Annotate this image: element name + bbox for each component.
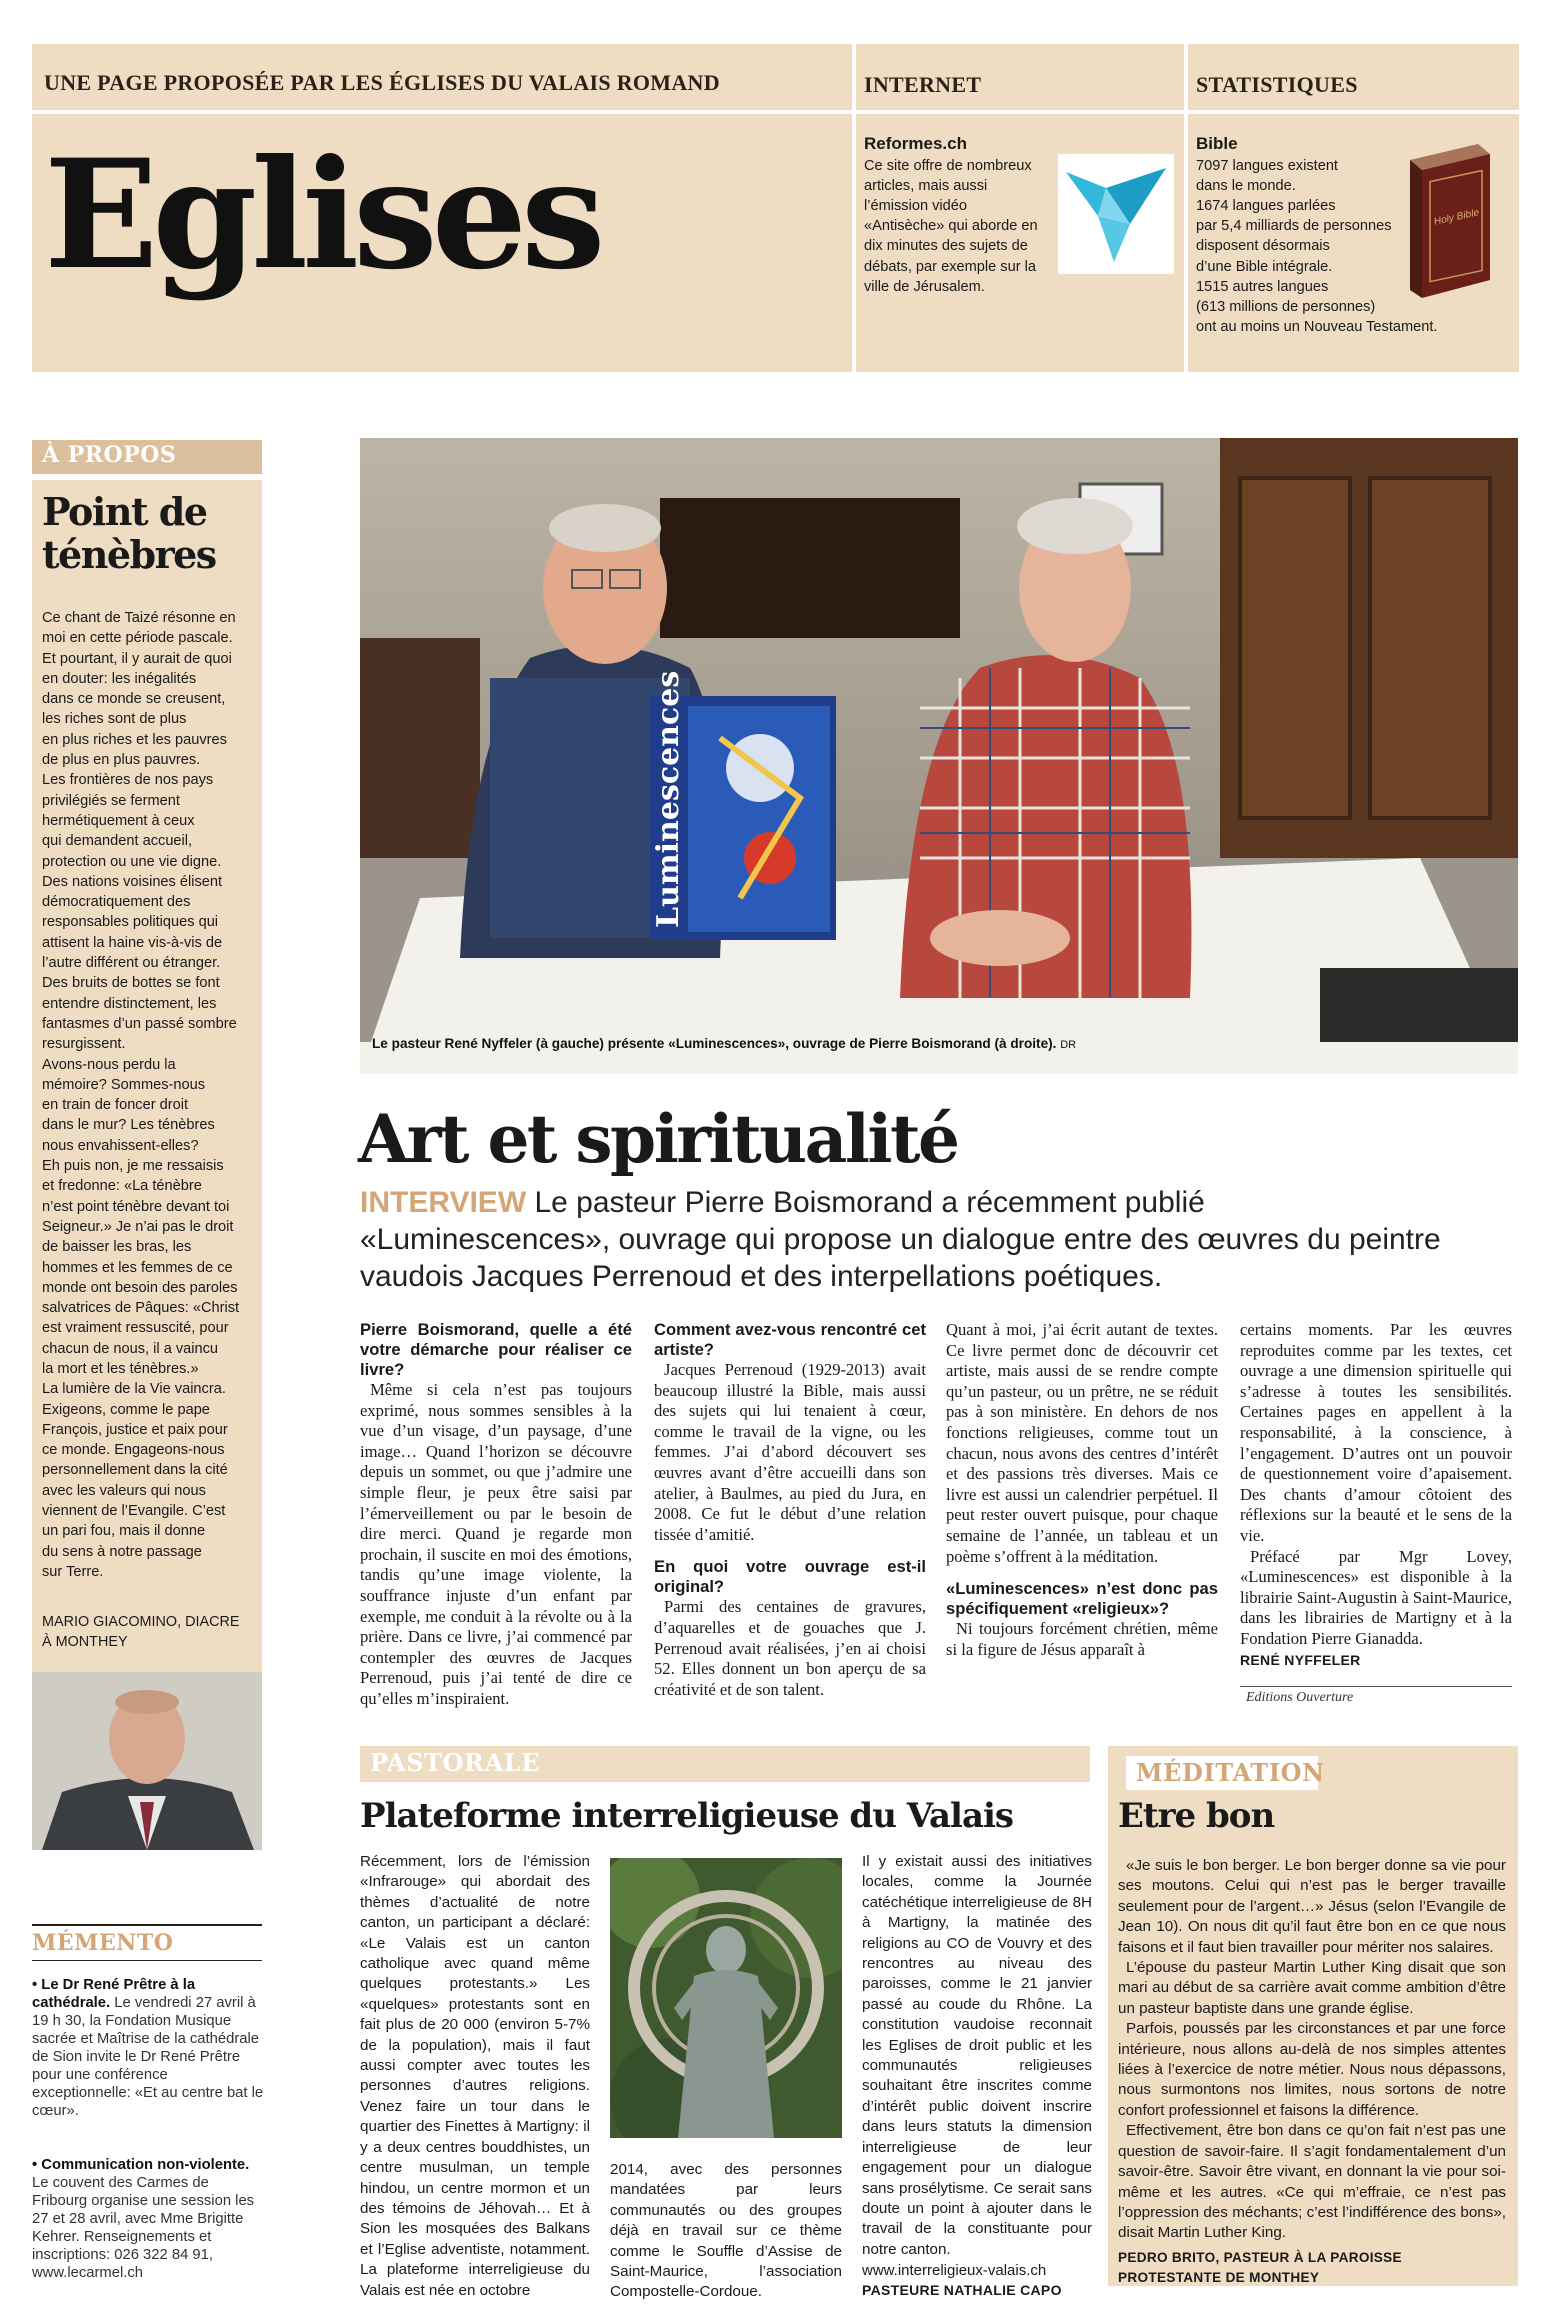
stats-line: 7097 langues existent	[1196, 157, 1338, 174]
header-tagline: UNE PAGE PROPOSÉE PAR LES ÉGLISES DU VALAIS ROMAND	[44, 70, 720, 95]
article-intro-text: Le pasteur Pierre Boismorand a récemment publié «Luminescences», ouvrage qui propose un dialogue entre des œuvres du peintre vaudois Jacques Perrenoud et des interpellations poétiques.	[360, 1186, 1441, 1293]
internet-site-name[interactable]: Reformes.ch	[864, 134, 967, 153]
stats-line: (613 millions de personnes)	[1196, 298, 1376, 315]
article-author: RENÉ NYFFELER	[1240, 1651, 1361, 1668]
internet-text: Ce site offre de nombreux articles, mais aussi l’émission vidéo «Antisèche» qui aborde en dix minutes des sujets de débats, par exemple sur la ville de Jérusalem.	[864, 157, 1038, 295]
photo-caption	[372, 1036, 1076, 1051]
author-portrait-illustration	[32, 1672, 262, 1850]
article-question: «Luminescences» n’est donc pas spécifiquement «religieux»?	[946, 1579, 1218, 1619]
memento-item-2-text: Le couvent des Carmes de Fribourg organise une session les 27 et 28 avril, avec Mme Brigitte Kehrer. Renseignements et inscriptions: 026 322 84 91, www.lecarmel.ch	[32, 2175, 255, 2281]
article-col-3	[946, 1320, 1218, 1660]
article-headline: Art et spiritualité	[358, 1100, 958, 1178]
pastorale-col-1: Récemment, lors de l’émission «Infrarouge» qui abordait des thèmes d’actualité de notre canton, un participant a déclaré: «Le Valais est un canton catholique avec quand même quelques protestants.» Les «quelques» protestants sont en fait plus de 20 000 (environ 5-7% de la population), mais il faut aussi compter avec toutes les personnes d’autres religions. Venez faire un tour dans le quartier des Finettes à Martigny: il y a deux centres bouddhistes, un centre musulman, un temple hindou, un centre mormon et un des témoins de Jéhovah… Et à Sion les mosquées des Balkans et l’Eglise adventiste, notamment. La plateforme interreligieuse du Valais est née en octobre	[360, 1853, 590, 2299]
pastorale-col-2: 2014, avec des personnes mandatées par leurs communautés ou des groupes déjà en travail sur ce thème comme le Souffle d’Assise de Saint-Maurice, l’association Compostelle-Cordoue.	[610, 2161, 842, 2301]
stats-line: d’une Bible intégrale.	[1196, 258, 1333, 275]
stats-line: ont au moins un Nouveau Testament.	[1196, 319, 1438, 336]
saint-statue-illustration	[610, 1858, 842, 2138]
interview-photo-illustration	[360, 438, 1518, 1074]
meditation-paragraph: Parfois, poussés par les circonstances et par une force intérieure, nous allons au-delà de nos simples attentes liées à l’exercice de notre métier. Nous nous dépassons, nous surmontons nos limites, nous sortons de notre confort professionnel et faisons la différence.	[1118, 2020, 1506, 2119]
memento-item-2-title: • Communication non-violente.	[32, 2157, 250, 2173]
memento-rule	[32, 1924, 262, 1926]
publisher-rule	[1240, 1686, 1512, 1687]
article-col-2	[654, 1320, 926, 1700]
article-question: Comment avez-vous rencontré cet artiste?	[654, 1320, 926, 1359]
header-divider-horizontal	[32, 110, 1519, 114]
meditation-author: PEDRO BRITO, PASTEUR À LA PAROISSE PROTESTANTE DE MONTHEY	[1118, 2249, 1402, 2286]
meditation-paragraph: «Je suis le bon berger. Le bon berger donne sa vie pour ses moutons. Celui qui n’est pas le berger travaille seulement pour de l’argent…» Jésus (selon l’Evangile de Jean 10). On nous dit qu’il faut être bon en ce que nous faisons et il faut bien travailler pour mériter nos salaires.	[1118, 1857, 1506, 1956]
stats-line: dans le monde.	[1196, 177, 1296, 194]
publisher-name: Editions Ouverture	[1246, 1690, 1354, 1705]
masthead-title: Eglises	[44, 127, 600, 303]
article-answer: Quant à moi, j’ai écrit autant de textes. Ce livre permet donc de découvrir cet artiste, mais aussi de se rendre compte qu’un pasteur, ou un prêtre, ne se réduit pas à son ministère. En dehors de nos fonctions religieuses, comme tout un chacun, nous avons des centres d’intérêt et des passions très diverses. Mais ce livre est aussi un calendrier perpétuel. Il peut rester ouvert puisque, pour chaque semaine de l’année, un tableau et un poème s’offrent à la méditation.	[946, 1320, 1218, 1566]
pastorale-photo	[610, 1858, 842, 2138]
bible-book-image	[1400, 140, 1496, 300]
memento-item-1-text: Le vendredi 27 avril à 19 h 30, la Fondation Musique sacrée et Maîtrise de la cathédrale de Sion invite le Dr René Prêtre pour une conférence exceptionnelle: «Et au centre bat le cœur».	[32, 1995, 264, 2119]
apropos-title: Point de ténèbres	[42, 489, 216, 577]
pastorale-author: PASTEURE NATHALIE CAPO	[862, 2282, 1062, 2298]
pastorale-tag: PASTORALE	[370, 1748, 541, 1777]
article-intro-tag: INTERVIEW	[360, 1186, 527, 1219]
article-question: En quoi votre ouvrage est-il original?	[654, 1557, 926, 1597]
article-answer: Jacques Perrenoud (1929-2013) avait beaucoup illustré la Bible, mais aussi des sujets qui lui tenaient à cœur, comme le travail de la vigne, ou les femmes. J’ai d’abord découvert ses œuvres avant d’être accueilli dans son atelier, à Baulmes, au pied du Jura, en 2008. Ce fut le début d’une relation tissée d’amitié.	[654, 1360, 926, 1544]
article-answer: Préfacé par Mgr Lovey, «Luminescences» est disponible à la librairie Saint-Augustin à Saint-Maurice, dans les librairies de Martigny et à la Fondation Pierre Gianadda.	[1240, 1546, 1512, 1648]
header-divider-v1	[852, 44, 856, 372]
author-portrait	[32, 1672, 262, 1850]
memento-item-1-title: • Le Dr René Prêtre à la cathédrale.	[32, 1977, 196, 2011]
stats-line: 1515 autres langues	[1196, 278, 1329, 295]
internet-block	[864, 134, 1048, 297]
stats-line: disposent désormais	[1196, 238, 1330, 255]
memento-item-1	[32, 1976, 264, 2120]
meditation-paragraph: Effectivement, être bon dans ce qu’on fait n’est pas une question de savoir-faire. Il s’agit fondamentalement d’un savoir-être. Savoir être vivant, en donnant la vie pour soi-même et les autres. «Ce qui m’effraie, ce n’est pas l’oppression des méchants; c’est l’indifférence des bons», disait Martin Luther King.	[1118, 2122, 1506, 2242]
article-col-4	[1240, 1320, 1512, 1670]
pastorale-title: Plateforme interreligieuse du Valais	[360, 1796, 1014, 1836]
pastorale-col-3: Il y existait aussi des initiatives locales, comme la Journée catéchétique interreligieuse de 8H à Martigny, la matinée des religions au CO de Vouvry et des rencontres au niveau des paroisses, comme le 21 janvier passé au coude du Rhône. La constitution vaudoise reconnait les Eglises de droit public et les communautés religieuses souhaitant être inscrites comme d’intérêt public doivent inscrire dans leurs statuts la dimension interreligieuse de leur engagement pour un dialogue sans prosélytisme. Ce serait sans doute un point à ajouter dans le travail de la constituante pour notre canton.	[862, 1853, 1092, 2258]
reformes-logo	[1058, 154, 1174, 274]
book-cover-title: Luminescences	[651, 670, 686, 928]
origami-bird-icon	[1058, 154, 1174, 274]
stats-line: par 5,4 milliards de personnes	[1196, 218, 1392, 235]
memento-rule-bottom	[32, 1960, 262, 1961]
article-answer: certains moments. Par les œuvres reproduites comme par les textes, cet ouvrage a une dimension spirituelle qui s’adresse à toutes les sensibilités. Certaines pages en appellent à la responsabilité, à la conscience, à l’engagement. D’autres ont un pouvoir de questionnement voire d’apaisement. Des chants d’amour côtoient des réflexions sur la beauté et le sens de la vie.	[1240, 1320, 1512, 1545]
meditation-body	[1118, 1856, 1506, 2289]
meditation-paragraph: L’épouse du pasteur Martin Luther King disait que son mari au début de sa carrière avait comme ambition d’être un pasteur baptiste dans une grande église.	[1118, 1959, 1506, 2017]
internet-label: INTERNET	[864, 72, 982, 97]
article-answer: Parmi des centaines de gravures, d’aquarelles et de gouaches que J. Perrenoud avait réalisées, j’en ai choisi 52. Elles donnent un bon aperçu de sa créativité et de son talent.	[654, 1597, 926, 1699]
article-question: Pierre Boismorand, quelle a été votre démarche pour réaliser ce livre?	[360, 1320, 632, 1379]
memento-title: MÉMENTO	[32, 1930, 174, 1956]
photo-credit: DR	[1060, 1039, 1077, 1051]
stats-line: 1674 langues parlées	[1196, 197, 1336, 214]
apropos-body: Ce chant de Taizé résonne en moi en cette période pascale. Et pourtant, il y aurait de quoi en douter: les inégalités dans ce monde se creusent, les riches sont de plus en plus riches et les pauvres de plus en plus pauvres. Les frontières de nos pays privilégiés se ferment hermétiquement à ceux qui demandent accueil, protection ou une vie digne. Des nations voisines élisent démocratiquement des responsables politiques qui attisent la haine vis-à-vis de l’autre différent ou étranger. Des bruits de bottes se font entendre distinctement, les fantasmes d’un passé sombre resurgissent. Avons-nous perdu la mémoire? Sommes-nous en train de foncer droit dans le mur? Les ténèbres nous envahissent-elles? Eh puis non, je me ressaisis et fredonne: «La ténèbre n’est point ténèbre devant toi Seigneur.» Je n’ai pas le droit de baisser les bras, les hommes et les femmes de ce monde ont besoin des paroles salvatrices de Pâques: «Christ est vraiment ressuscité, pour chacun de nous, il a vaincu la mort et les ténèbres.» La lumière de la Vie vaincra. Exigeons, comme le pape François, justice et paix pour ce monde. Engageons-nous personnellement dans la cité avec les valeurs qui nous viennent de l’Evangile. C’est un pari fou, mais il donne du sens à notre passage sur Terre.	[42, 610, 240, 1580]
main-photo	[360, 438, 1518, 1074]
bible-book-title: Holy Bible	[1434, 207, 1480, 228]
article-answer: Ni toujours forcément chrétien, même si la figure de Jésus apparaît à	[946, 1619, 1218, 1659]
article-intro	[360, 1184, 1460, 1295]
apropos-kicker: À PROPOS	[42, 442, 177, 468]
meditation-title: Etre bon	[1118, 1796, 1275, 1836]
meditation-tag: MÉDITATION	[1136, 1758, 1325, 1787]
stats-label: STATISTIQUES	[1196, 72, 1358, 97]
article-answer: Même si cela n’est pas toujours exprimé, nous sommes sensibles à la vue d’un visage, d’un paysage, d’une image… Quand l’horizon se découvre depuis un sommet, ou que j’admire une simple fleur, je peux être saisi par l’émerveillement ou par le besoin de dire merci. Quand je regarde mon prochain, il suscite en moi des émotions, tandis qu’une image violente, la souffrance injuste d’un enfant par exemple, me conduit à la révolte ou à la prière. Dans ce livre, j’ai commencé par contempler des œuvres de Jacques Perrenoud, puis j’ai tenté de dire ce qu’elles m’inspiraient.	[360, 1380, 632, 1708]
article-col-1	[360, 1320, 632, 1710]
memento-item-2	[32, 2156, 264, 2282]
header-divider-v2	[1184, 44, 1188, 372]
stats-title: Bible	[1196, 134, 1238, 153]
apropos-author: MARIO GIACOMINO, DIACRE À MONTHEY	[42, 1614, 240, 1651]
photo-caption-text: Le pasteur René Nyffeler (à gauche) présente «Luminescences», ouvrage de Pierre Boismorand (à droite).	[372, 1036, 1057, 1051]
pastorale-url[interactable]: www.interreligieux-valais.ch	[862, 2262, 1047, 2279]
